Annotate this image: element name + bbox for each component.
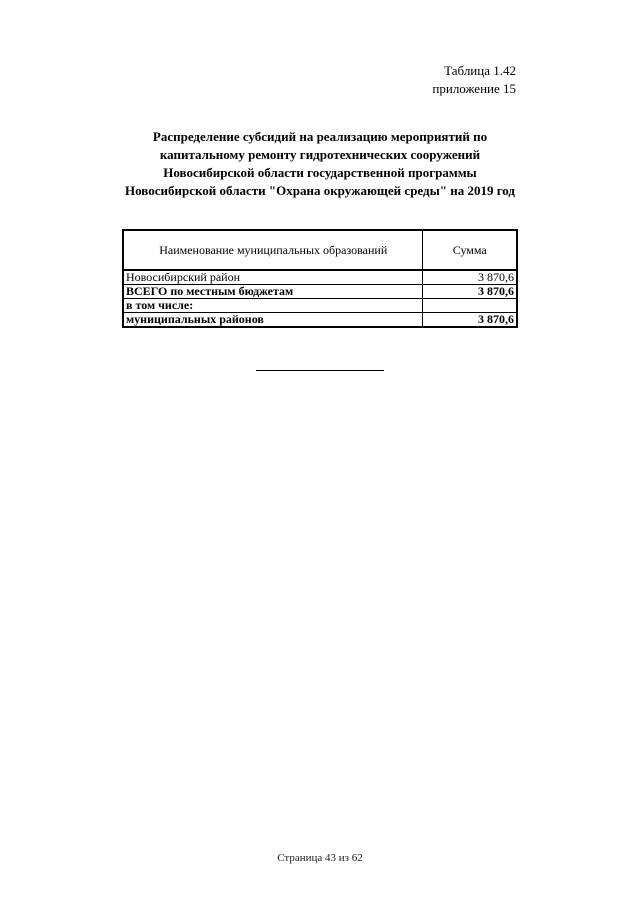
table-number-label: Таблица 1.42	[444, 63, 516, 78]
title-line-2: капитальному ремонту гидротехнических сооружений	[159, 147, 481, 162]
table-row-districts	[123, 313, 517, 328]
page-number: Страница 43 из 62	[277, 852, 363, 864]
column-header-municipality: Наименование муниципальных образований	[123, 230, 423, 270]
table-row-including	[123, 299, 517, 313]
districts-sum-cell: 3 870,6	[423, 313, 517, 328]
sum-cell: 3 870,6	[423, 270, 517, 285]
separator-line	[256, 370, 384, 371]
total-sum-cell: 3 870,6	[423, 285, 517, 299]
appendix-label: приложение 15	[432, 81, 516, 96]
column-header-sum: Сумма	[423, 230, 517, 270]
table-reference	[432, 62, 516, 98]
municipality-cell: Новосибирский район	[123, 270, 423, 285]
table-row-total	[123, 285, 517, 299]
title-line-3: Новосибирской области государственной программы	[163, 165, 477, 180]
subsidy-table	[122, 229, 518, 328]
table-header-row	[123, 230, 517, 270]
including-sum-cell	[423, 299, 517, 313]
table-row	[123, 270, 517, 285]
document-title	[110, 128, 530, 200]
including-label-cell: в том числе:	[123, 299, 423, 313]
title-line-1: Распределение субсидий на реализацию мероприятий по	[152, 129, 488, 144]
total-label-cell: ВСЕГО по местным бюджетам	[123, 285, 423, 299]
title-line-4: Новосибирской области "Охрана окружающей среды" на 2019 год	[125, 183, 515, 198]
districts-label-cell: муниципальных районов	[123, 313, 423, 328]
